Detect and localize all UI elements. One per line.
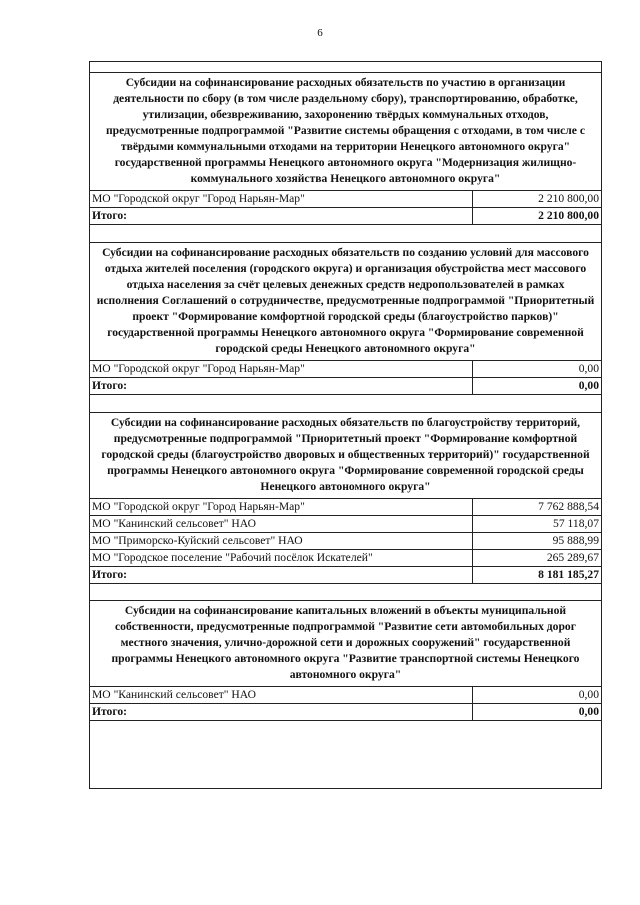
amount: 2 210 800,00	[538, 192, 599, 205]
amount: 57 118,07	[553, 517, 599, 530]
table-row	[90, 361, 601, 378]
total-label: Итого:	[90, 567, 473, 583]
section-title: Субсидии на софинансирование расходных обязательств по благоустройству территорий, предусмотренные подпрограммой "Приоритетный проект "Формирование комфортной городской среды (благоустройство дворовых и общественных территорий)" государственной программы Ненецкого автономного округа "Формирование современной городской среды Ненецкого автономного округа"	[90, 413, 601, 499]
total-row	[90, 208, 601, 225]
table-row	[90, 191, 601, 208]
amount: 0,00	[578, 362, 599, 375]
total-row	[90, 567, 601, 584]
municipality-name: МО "Городское поселение "Рабочий посёлок Искателей"	[90, 550, 473, 566]
spacer-row	[90, 62, 601, 73]
municipality-name: МО "Городской округ "Город Нарьян-Мар"	[90, 361, 473, 377]
total-label: Итого:	[90, 208, 473, 224]
table-row	[90, 687, 601, 704]
total-amount: 2 210 800,00	[538, 209, 599, 222]
municipality-name: МО "Канинский сельсовет" НАО	[90, 516, 473, 532]
total-amount: 8 181 185,27	[538, 568, 599, 581]
table-row	[90, 550, 601, 567]
total-row	[90, 378, 601, 395]
spacer-row	[90, 225, 601, 243]
amount: 0,00	[578, 688, 599, 701]
total-label: Итого:	[90, 704, 473, 720]
amount: 95 888,99	[552, 534, 599, 547]
municipality-name: МО "Канинский сельсовет" НАО	[90, 687, 473, 703]
table-row	[90, 499, 601, 516]
section-title: Субсидии на софинансирование расходных обязательств по участию в организации деятельности по сбору (в том числе раздельному сбору), транспортированию, обработке, утилизации, обезвреживанию, захоронению твёрдых коммунальных отходов, предусмотренные подпрограммой "Развитие системы обращения с отходами, в том числе с твёрдыми коммунальными отходами на территории Ненецкого автономного округа" государственной программы Ненецкого автономного округа "Модернизация жилищно-коммунального хозяйства Ненецкого автономного округа"	[90, 73, 601, 191]
amount: 265 289,67	[546, 551, 599, 564]
total-amount: 0,00	[578, 379, 599, 392]
total-label: Итого:	[90, 378, 473, 394]
total-row	[90, 704, 601, 721]
table-row	[90, 533, 601, 550]
municipality-name: МО "Городской округ "Город Нарьян-Мар"	[90, 191, 473, 207]
amount: 7 762 888,54	[538, 500, 599, 513]
spacer-row	[90, 584, 601, 601]
section-title: Субсидии на софинансирование расходных обязательств по созданию условий для массового отдыха жителей поселения (городского округа) и организация обустройства мест массового отдыха населения за счёт целевых денежных средств недропользователей в рамках исполнения Соглашений о сотрудничестве, предусмотренные подпрограммой "Приоритетный проект "Формирование комфортной городской среды (благоустройство парков)" государственной программы Ненецкого автономного округа "Формирование современной городской среды Ненецкого автономного округа"	[90, 243, 601, 361]
table-row	[90, 516, 601, 533]
total-amount: 0,00	[578, 705, 599, 718]
municipality-name: МО "Приморско-Куйский сельсовет" НАО	[90, 533, 473, 549]
spacer-row	[90, 395, 601, 413]
subsidy-table	[89, 61, 602, 789]
municipality-name: МО "Городской округ "Город Нарьян-Мар"	[90, 499, 473, 515]
page-number: 6	[317, 27, 323, 39]
section-title: Субсидии на софинансирование капитальных вложений в объекты муниципальной собственности, предусмотренные подпрограммой "Развитие сети автомобильных дорог местного значения, улично-дорожной сети и дорожных сооружений" государственной программы Ненецкого автономного округа "Развитие транспортной системы Ненецкого автономного округа"	[90, 601, 601, 687]
